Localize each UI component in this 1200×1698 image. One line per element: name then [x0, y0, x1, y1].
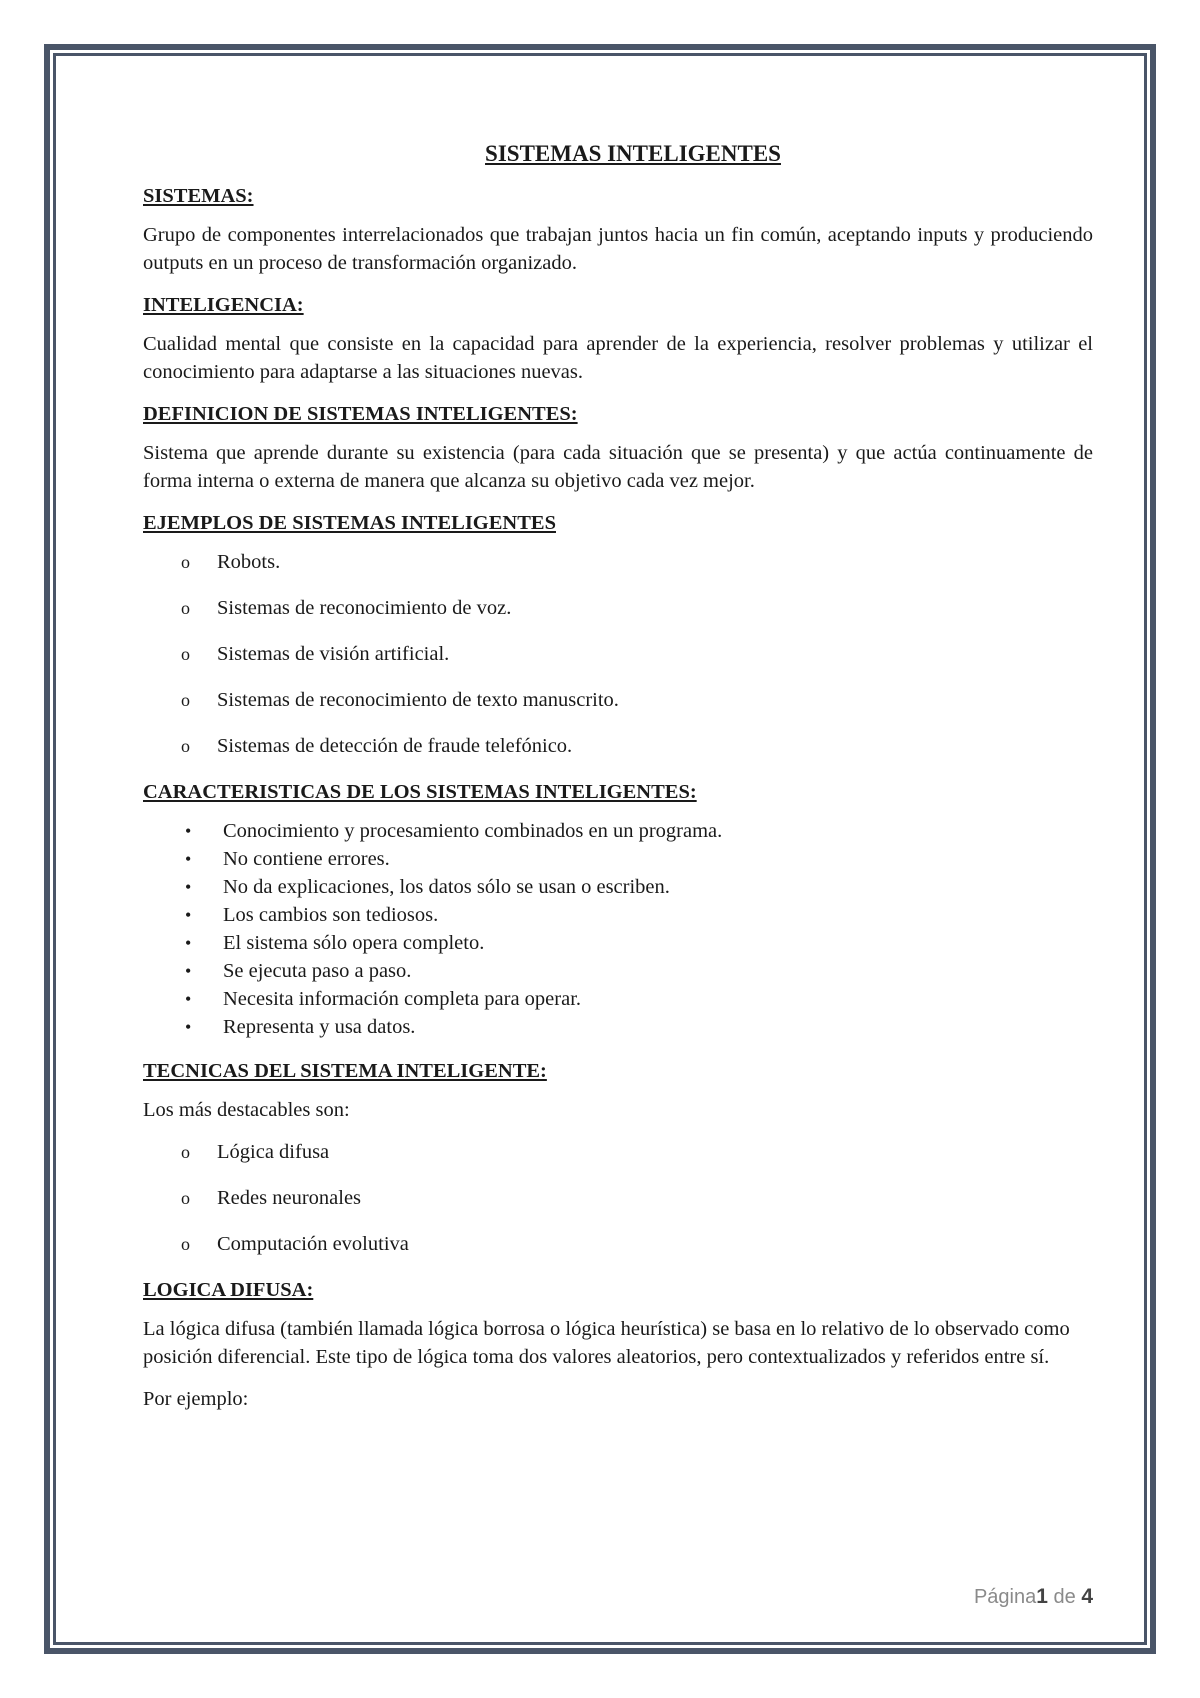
list-item: • Conocimiento y procesamiento combinados en un programa. [143, 817, 1093, 845]
paragraph-definicion: Sistema que aprende durante su existencia (para cada situación que se presenta) y que actúa continuamente de forma interna o externa de manera que alcanza su objetivo cada vez mejor. [143, 442, 1093, 492]
circle-bullet-icon: o [181, 690, 190, 710]
list-item: • Los cambios son tediosos. [143, 901, 1093, 929]
dot-bullet-icon: • [185, 821, 192, 841]
heading-sistemas: SISTEMAS: [143, 185, 254, 207]
total-pages: 4 [1081, 1585, 1093, 1608]
heading-tecnicas: TECNICAS DEL SISTEMA INTELIGENTE: [143, 1060, 547, 1082]
dot-bullet-icon: • [185, 1017, 192, 1037]
list-item: • No contiene errores. [143, 845, 1093, 873]
list-item: o Sistemas de visión artificial. [143, 640, 1093, 668]
circle-bullet-icon: o [181, 1142, 190, 1162]
current-page: 1 [1036, 1585, 1048, 1608]
list-item: • No da explicaciones, los datos sólo se usan o escriben. [143, 873, 1093, 901]
circle-bullet-icon: o [181, 644, 190, 664]
heading-ejemplos: EJEMPLOS DE SISTEMAS INTELIGENTES [143, 512, 556, 534]
circle-bullet-icon: o [181, 598, 190, 618]
list-item: • Necesita información completa para operar. [143, 985, 1093, 1013]
paragraph-tecnicas-intro: Los más destacables son: [143, 1099, 350, 1121]
heading-inteligencia: INTELIGENCIA: [143, 294, 304, 316]
paragraph-por-ejemplo: Por ejemplo: [143, 1388, 249, 1410]
circle-bullet-icon: o [181, 1188, 190, 1208]
list-item: • Se ejecuta paso a paso. [143, 957, 1093, 985]
document-body [143, 140, 1093, 1427]
circle-bullet-icon: o [181, 552, 190, 572]
page-of-label: de [1053, 1586, 1076, 1608]
heading-caracteristicas: CARACTERISTICAS DE LOS SISTEMAS INTELIGENTES: [143, 781, 697, 803]
list-item: o Sistemas de reconocimiento de texto manuscrito. [143, 686, 1093, 714]
dot-bullet-icon: • [185, 933, 192, 953]
list-tecnicas [143, 1138, 1093, 1258]
dot-bullet-icon: • [185, 877, 192, 897]
list-caracteristicas [143, 817, 1093, 1041]
paragraph-logica: La lógica difusa (también llamada lógica borrosa o lógica heurística) se basa en lo relativo de lo observado como posición diferencial. Este tipo de lógica toma dos valores aleatorios, pero contextualizados y referidos entre sí. [143, 1318, 1070, 1368]
list-item: o Lógica difusa [143, 1138, 1093, 1166]
list-item: o Robots. [143, 548, 1093, 576]
dot-bullet-icon: • [185, 905, 192, 925]
paragraph-sistemas: Grupo de componentes interrelacionados que trabajan juntos hacia un fin común, aceptando inputs y produciendo outputs en un proceso de transformación organizado. [143, 224, 1093, 274]
list-item: o Sistemas de detección de fraude telefónico. [143, 732, 1093, 760]
list-item: o Sistemas de reconocimiento de voz. [143, 594, 1093, 622]
dot-bullet-icon: • [185, 849, 192, 869]
paragraph-inteligencia: Cualidad mental que consiste en la capacidad para aprender de la experiencia, resolver problemas y utilizar el conocimiento para adaptarse a las situaciones nuevas. [143, 333, 1093, 383]
page-number [974, 1585, 1093, 1609]
circle-bullet-icon: o [181, 736, 190, 756]
list-item: o Redes neuronales [143, 1184, 1093, 1212]
document-title: SISTEMAS INTELIGENTES [485, 141, 781, 166]
circle-bullet-icon: o [181, 1234, 190, 1254]
heading-logica: LOGICA DIFUSA: [143, 1279, 314, 1301]
dot-bullet-icon: • [185, 961, 192, 981]
list-item: • Representa y usa datos. [143, 1013, 1093, 1041]
page-label: Página [973, 1586, 1037, 1608]
dot-bullet-icon: • [185, 989, 192, 1009]
list-item: o Computación evolutiva [143, 1230, 1093, 1258]
list-item: • El sistema sólo opera completo. [143, 929, 1093, 957]
heading-definicion: DEFINICION DE SISTEMAS INTELIGENTES: [143, 403, 578, 425]
list-ejemplos [143, 548, 1093, 760]
